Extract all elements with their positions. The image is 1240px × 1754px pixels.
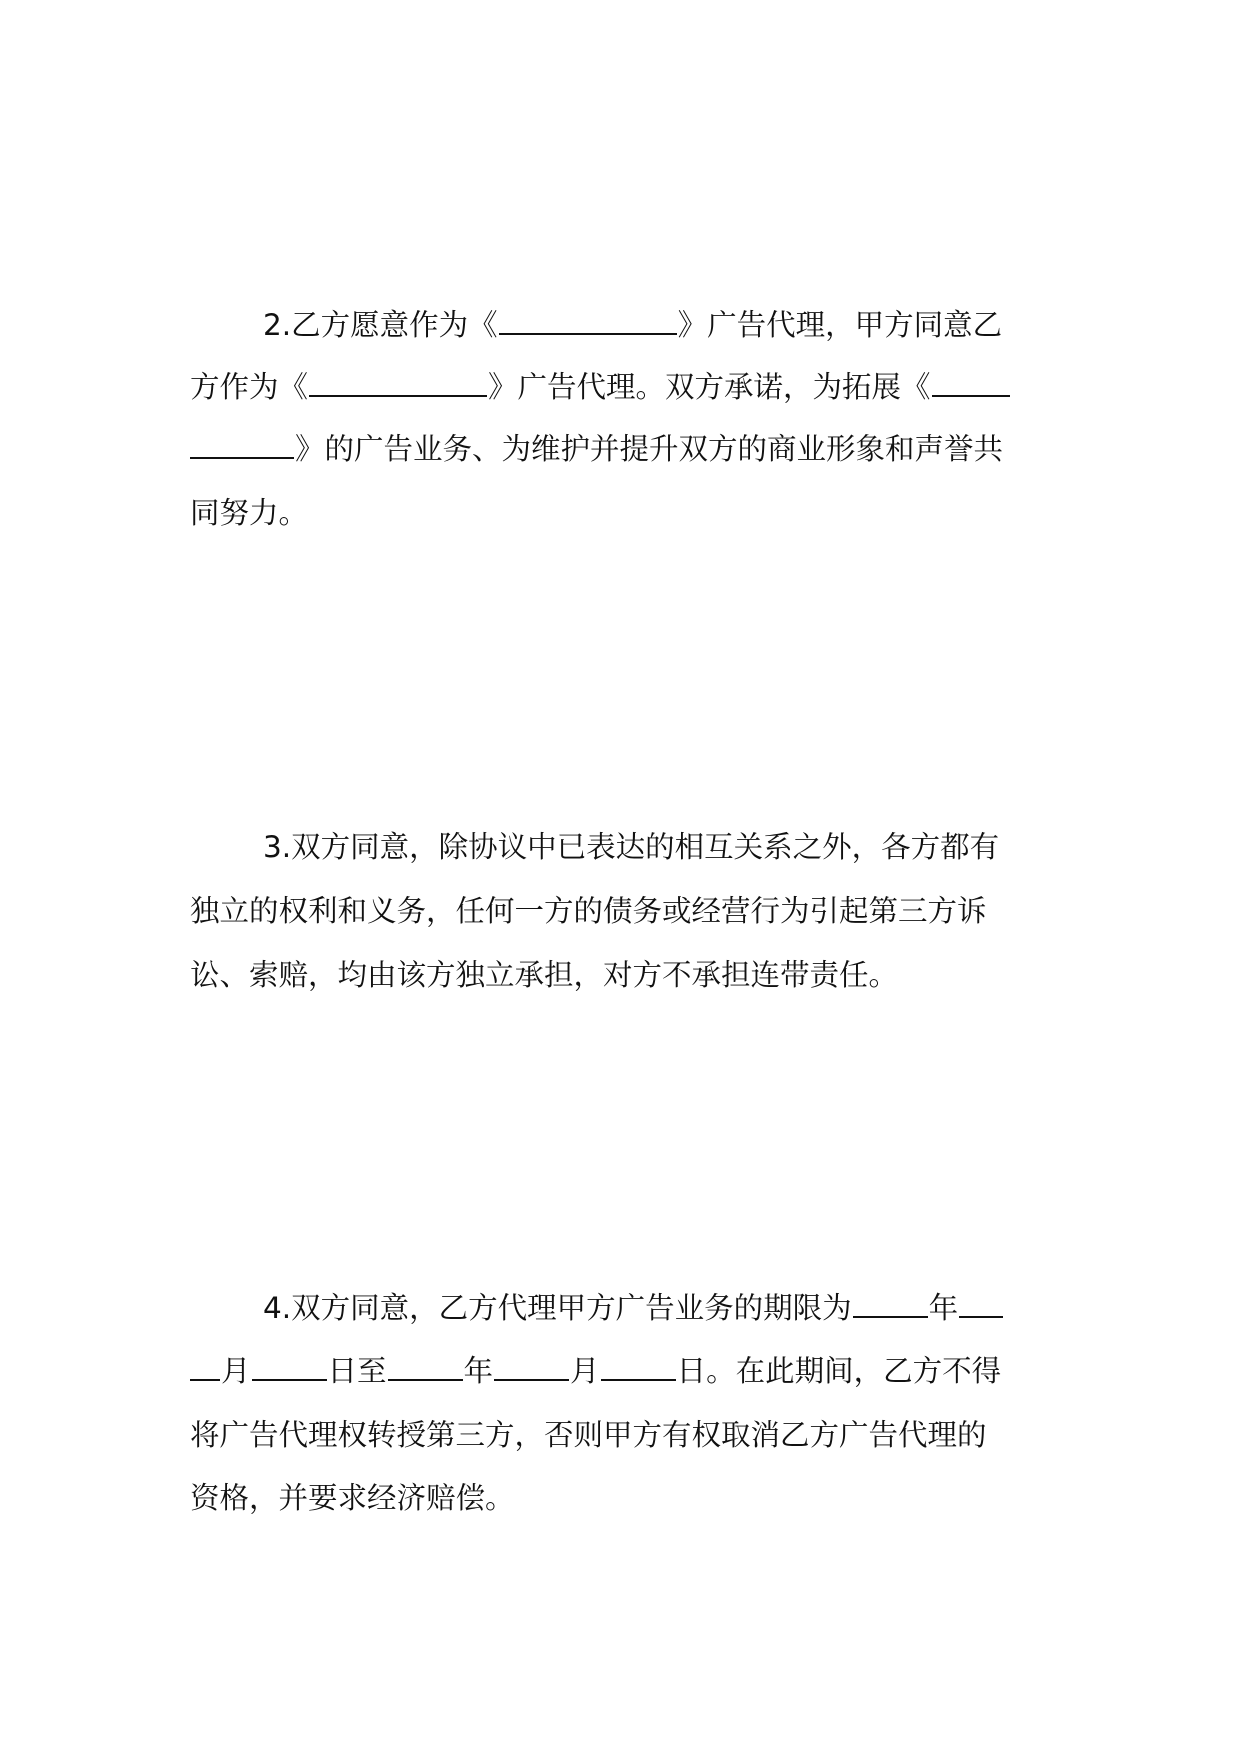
clause-4-line-2	[190, 1346, 1060, 1396]
clause-3-text: 讼、索赔，均由该方独立承担，对方不承担连带责任。	[190, 958, 899, 992]
blank-field	[601, 1347, 676, 1381]
clause-3-text: 独立的权利和义务，任何一方的债务或经营行为引起第三方诉	[190, 894, 987, 928]
clause-4-text: 日。在此期间，乙方不得	[676, 1354, 1002, 1388]
blank-field	[853, 1284, 928, 1318]
clause-4-text: 资格，并要求经济赔偿。	[190, 1481, 515, 1515]
clause-4-line-1	[263, 1283, 1060, 1333]
clause-4-line-4	[190, 1473, 1060, 1523]
clause-4-line-3	[190, 1410, 1060, 1460]
clause-2-text: 方作为《	[190, 370, 309, 404]
clause-4-text: 年	[463, 1354, 494, 1388]
clause-4-text: 月	[221, 1354, 251, 1388]
blank-field	[499, 301, 677, 335]
blank-field	[932, 363, 1010, 397]
blank-field	[494, 1347, 569, 1381]
clause-4-text: 4.双方同意，乙方代理甲方广告业务的期限为	[263, 1291, 852, 1325]
blank-field	[959, 1284, 1003, 1318]
clause-4-text: 年	[928, 1291, 959, 1325]
clause-4-text: 将广告代理权转授第三方，否则甲方有权取消乙方广告代理的	[190, 1418, 987, 1452]
clause-2-text: 》广告代理。双方承诺，为拓展《	[488, 370, 931, 404]
blank-field	[388, 1347, 463, 1381]
clause-2-line-3	[190, 424, 1060, 474]
clause-3-line-1	[263, 822, 1060, 872]
blank-field	[252, 1347, 327, 1381]
clause-2-line-2	[190, 362, 1060, 412]
clause-4-text: 日至	[327, 1354, 387, 1388]
clause-2-line-4	[190, 488, 1060, 538]
clause-2-text: 同努力。	[190, 496, 309, 530]
blank-field	[309, 363, 487, 397]
clause-3-text: 3.双方同意，除协议中已表达的相互关系之外，各方都有	[263, 830, 1000, 864]
blank-field	[190, 425, 294, 459]
clause-4-text: 月	[570, 1354, 600, 1388]
clause-3-line-3	[190, 950, 1060, 1000]
blank-field	[190, 1347, 220, 1381]
clause-2-text: 》广告代理，甲方同意乙	[677, 308, 1003, 342]
clause-2-line-1	[263, 300, 1060, 350]
clause-2-text: 》的广告业务、为维护并提升双方的商业形象和声誉共	[295, 432, 1004, 466]
clause-3-line-2	[190, 886, 1060, 936]
clause-2-text: 2.乙方愿意作为《	[263, 308, 498, 342]
